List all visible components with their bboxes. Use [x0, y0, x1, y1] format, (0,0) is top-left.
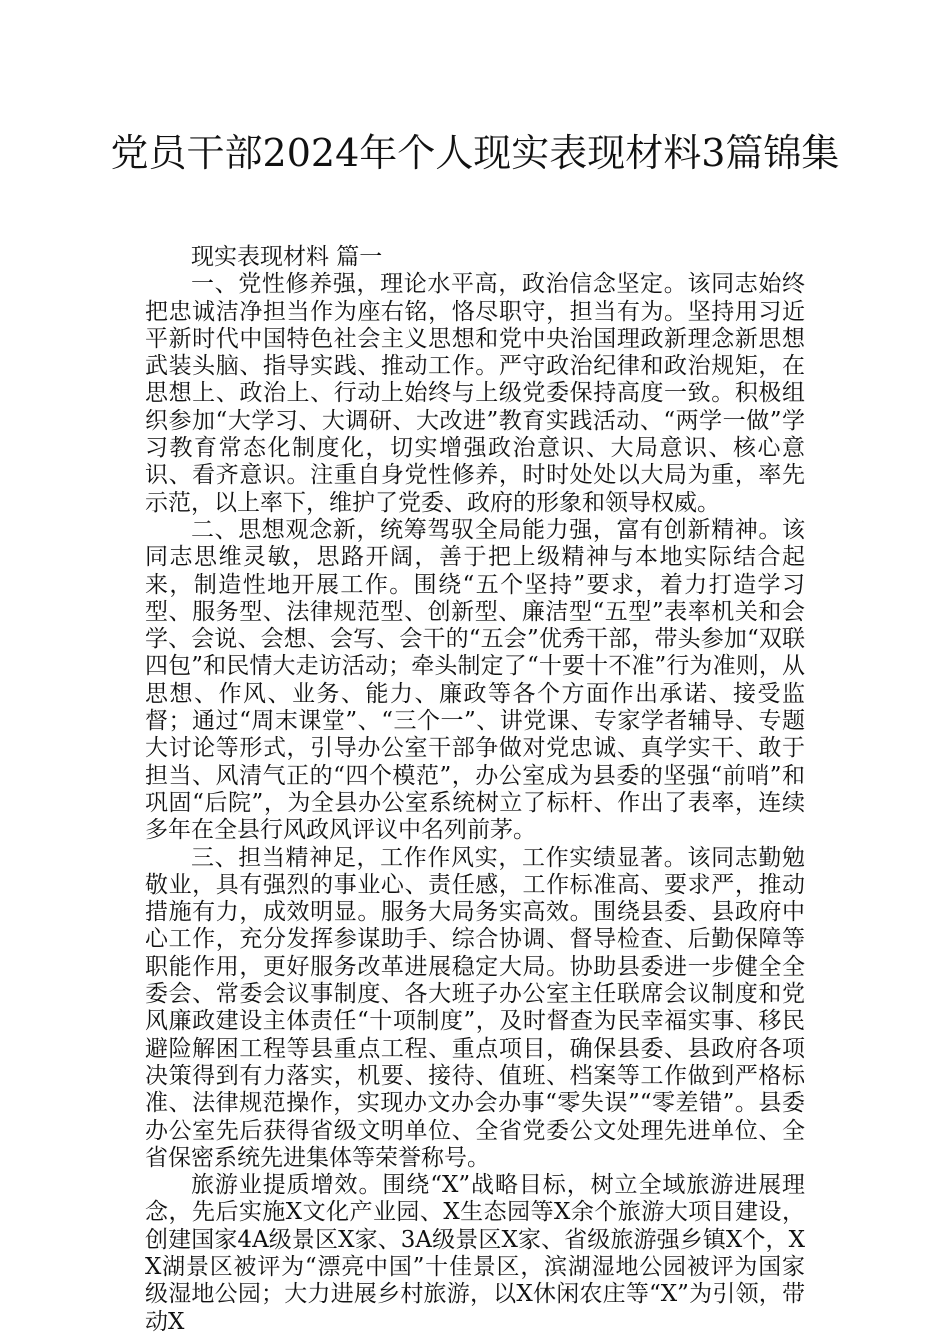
document-body [145, 244, 805, 1336]
paragraph-1: 一、党性修养强，理论水平高，政治信念坚定。该同志始终把忠诚洁净担当作为座右铭，恪尽职守，担当有为。坚持用习近平新时代中国特色社会主义思想和党中央治国理政新理念新思想武装头脑、指导实践、推动工作。严守政治纪律和政治规矩，在思想上、政治上、行动上始终与上级党委保持高度一致。积极组织参加“大学习、大调研、大改进”教育实践活动、“两学一做”学习教育常态化制度化，切实增强政治意识、大局意识、核心意识、看齐意识。注重自身党性修养，时时处处以大局为重，率先示范，以上率下，维护了党委、政府的形象和领导权威。 [145, 271, 805, 516]
paragraph-4: 旅游业提质增效。围绕“X”战略目标，树立全域旅游进展理念，先后实施X文化产业园、X生态园等X余个旅游大项目建设，创建国家4A级景区X家、3A级景区X家、省级旅游强乡镇X个，XX湖景区被评为“漂亮中国”十佳景区，滨湖湿地公园被评为国家级湿地公园；大力进展乡村旅游，以X休闲农庄等“X”为引领，带动X [145, 1172, 805, 1335]
section-heading: 现实表现材料 篇一 [191, 244, 383, 270]
paragraph-3: 三、担当精神足，工作作风实，工作实绩显著。该同志勤勉敬业，具有强烈的事业心、责任感，工作标准高、要求严，推动措施有力，成效明显。服务大局务实高效。围绕县委、县政府中心工作，充分发挥参谋助手、综合协调、督导检查、后勤保障等职能作用，更好服务改革进展稳定大局。协助县委进一步健全全委会、常委会议事制度、各大班子办公室主任联席会议制度和党风廉政建设主体责任“十项制度”，及时督查为民幸福实事、移民避险解困工程等县重点工程、重点项目，确保县委、县政府各项决策得到有力落实，机要、接待、值班、档案等工作做到严格标准、法律规范操作，实现办文办会办事“零失误”“零差错”。县委办公室先后获得省级文明单位、全省党委公文处理先进单位、全省保密系统先进集体等荣誉称号。 [145, 844, 805, 1171]
document-title: 党员干部2024年个人现实表现材料3篇锦集 [110, 131, 840, 175]
paragraph-2: 二、思想观念新，统筹驾驭全局能力强，富有创新精神。该同志思维灵敏，思路开阔，善于把上级精神与本地实际结合起来，制造性地开展工作。围绕“五个坚持”要求，着力打造学习型、服务型、法律规范型、创新型、廉洁型“五型”表率机关和会学、会说、会想、会写、会干的“五会”优秀干部，带头参加“双联四包”和民情大走访活动；牵头制定了“十要十不准”行为准则，从思想、作风、业务、能力、廉政等各个方面作出承诺、接受监督；通过“周末课堂”、“三个一”、讲党课、专家学者辅导、专题大讨论等形式，引导办公室干部争做对党忠诚、真学实干、敢于担当、风清气正的“四个模范”，办公室成为县委的坚强“前哨”和巩固“后院”，为全县办公室系统树立了标杆、作出了表率，连续多年在全县行风政风评议中名列前茅。 [145, 516, 805, 844]
